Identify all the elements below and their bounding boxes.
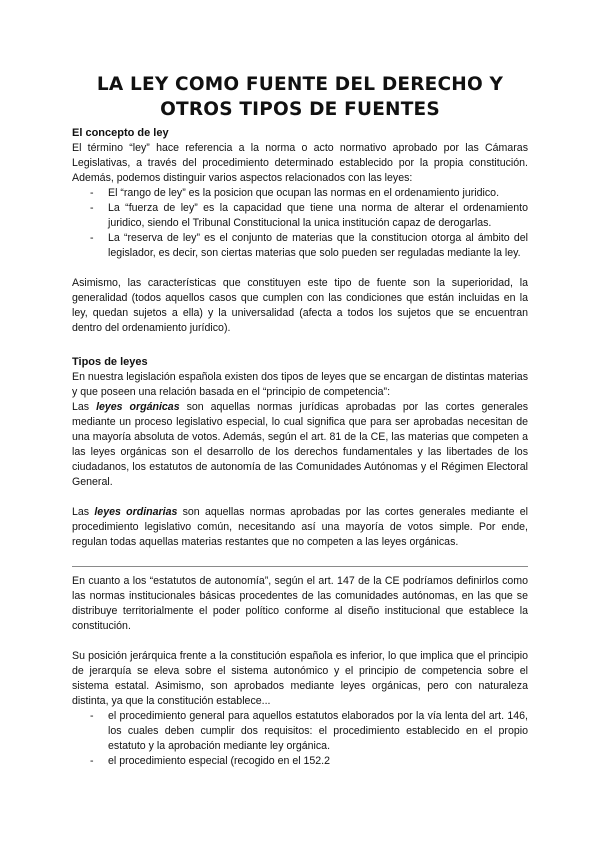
organicas-term: leyes orgánicas: [96, 401, 180, 413]
title-line-2: OTROS TIPOS DE FUENTES: [160, 99, 440, 120]
estatutos-paragraph-2: Su posición jerárquica frente a la constitución española es inferior, lo que implica que el principio de jerarquía se eleva sobre el sistema autonómico y el principio de competencia sobre el sistema estatal. Asimismo, son aprobados mediante leyes orgánicas, pero con naturaleza distinta, ya que la constitución establece...: [72, 650, 528, 707]
ordinarias-term: leyes ordinarias: [94, 506, 178, 518]
heading-concepto: El concepto de ley: [72, 127, 169, 139]
heading-tipos: Tipos de leyes: [72, 356, 148, 368]
ordinarias-text: son aquellas normas aprobadas por las cortes generales mediante el procedimiento legislativo común, necesitando así una mayoría de votos simple. Por ende, regulan todas aquellas materias restantes que no competen a las leyes orgánicas.: [72, 506, 528, 548]
organicas-prefix: Las: [72, 401, 97, 413]
concepto-intro: El término “ley” hace referencia a la norma o acto normativo aprobado por las Cámaras Legislativas, a través del procedimiento determinado establecido por la propia constitución. Además, podemos distinguir varios aspectos relacionados con las leyes:: [72, 142, 528, 184]
estatutos-paragraph-1: En cuanto a los “estatutos de autonomía”, según el art. 147 de la CE podríamos definirlos como las normas institucionales básicas procedentes de las comunidades autónomas, en las que se distribuye territorialmente el poder político conforme al diseño institucional que establece la constitución.: [72, 575, 528, 632]
concepto-list: [72, 186, 528, 261]
organicas-text: son aquellas normas jurídicas aprobadas por las cortes generales mediante un proceso legislativo especial, lo cual significa que para ser aprobadas necesitan de una mayoría absoluta de votos. Además, según el art. 81 de la CE, las materias que competen a las leyes orgánicas son el desarrollo de los derechos fundamentales y las libertades de los ciudadanos, los estatutos de autonomía de las Comunidades Autónomas y el Régimen Electoral General.: [72, 401, 529, 488]
tipos-intro: En nuestra legislación española existen dos tipos de leyes que se encargan de distintas materias y que poseen una relación basada en el “principio de competencia”:: [72, 371, 528, 398]
ordinarias-prefix: Las: [72, 506, 95, 518]
list-item-fuerza: - La “fuerza de ley” es la capacidad que tiene una norma de alterar el ordenamiento juridico, siendo el Tribunal Constitucional la unica institución capaz de derogarlas.: [90, 201, 528, 231]
list-item-procedimiento-general: - el procedimiento general para aquellos estatutos elaborados por la vía lenta del art. 146, los cuales deben cumplir dos requisitos: el procedimiento establecido en el propio estatuto y la aprobación mediante ley orgánica.: [90, 709, 528, 754]
caracteristicas-paragraph: Asimismo, las características que constituyen este tipo de fuente son la superioridad, la generalidad (todos aquellos casos que cumplen con las condiciones que están incluidas en la ley, quedan sujetos a ella) y la universalidad (afecta a todos los sujetos que se encuentran dentro del ordenamiento jurídico).: [72, 277, 528, 334]
title-line-1: LA LEY COMO FUENTE DEL DERECHO Y: [96, 74, 504, 95]
document-title: [72, 72, 528, 122]
list-item-procedimiento-especial: - el procedimiento especial (recogido en el 152.2: [90, 754, 528, 769]
ordinarias-paragraph: [72, 505, 528, 550]
list-item-reserva: - La “reserva de ley” es el conjunto de materias que la constitucion otorga al ámbito del legislador, es decir, son ciertas materias que solo pueden ser reguladas mediante la ley.: [90, 231, 528, 261]
estatutos-list: [72, 709, 528, 769]
list-item-rango: - El “rango de ley” es la posicion que ocupan las normas en el ordenamiento juridico.: [90, 186, 528, 201]
organicas-paragraph: [72, 400, 528, 490]
section-divider: [72, 566, 528, 567]
